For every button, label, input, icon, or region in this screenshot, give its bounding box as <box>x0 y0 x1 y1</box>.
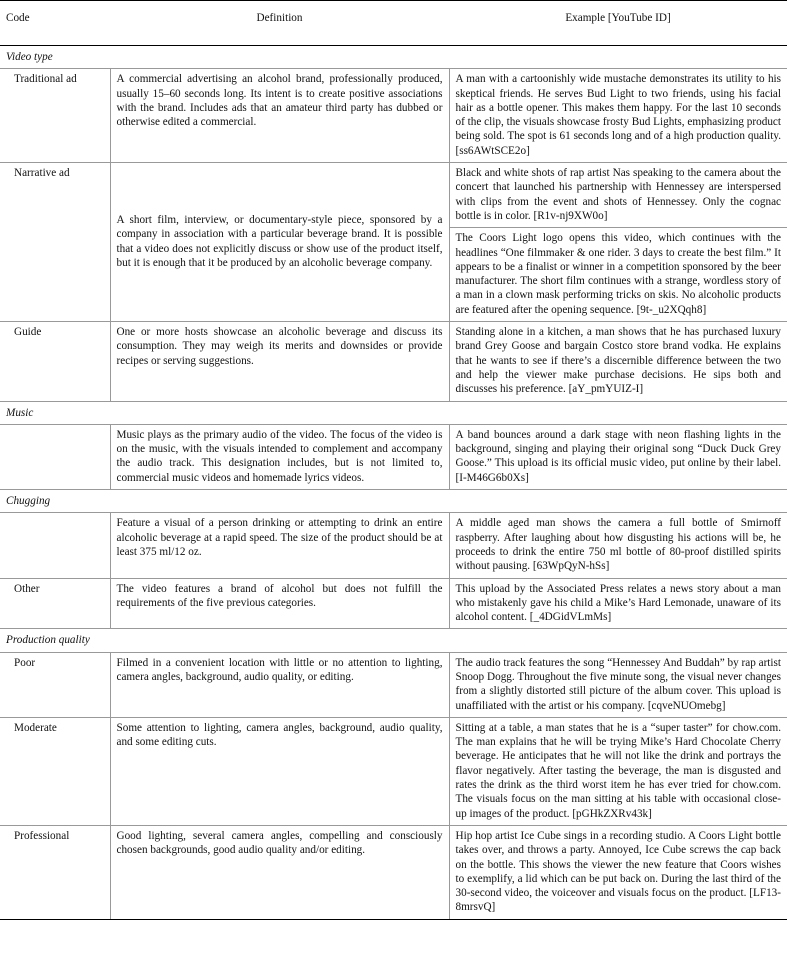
code-cell: Traditional ad <box>0 69 110 163</box>
table-row-narrative-ad <box>0 163 787 228</box>
code-cell: Narrative ad <box>0 163 110 322</box>
example-cell: A man with a cartoonishly wide mustache demonstrates its utility to his skeptical friends. He serves Bud Light to two friends, using his facial hair as a bottle opener. This makes them happy. For the last 10 seconds of the clip, the visuals showcase frosty Bud Lights, emphasizing product being sold. The spot is 61 seconds long and of a high production quality. [ss6AWtSCE2o] <box>449 69 787 163</box>
table-row-moderate <box>0 717 787 825</box>
section-title: Chugging <box>0 490 787 513</box>
table-row-poor <box>0 652 787 717</box>
section-video-type <box>0 46 787 69</box>
code-cell: Other <box>0 578 110 629</box>
definition-cell: Some attention to lighting, camera angles, background, audio quality, and some editing cuts. <box>110 717 449 825</box>
header-definition: Definition <box>110 1 449 46</box>
section-title: Video type <box>0 46 787 69</box>
example-cell: This upload by the Associated Press relates a news story about a man who mistakenly gave his child a Mike’s Hard Lemonade, unaware of its alcohol content. [_4DGidVLmMs] <box>449 578 787 629</box>
example-cell: A band bounces around a dark stage with neon flashing lights in the background, singing and playing their original song “Duck Duck Grey Goose.” This upload is its official music video, put online by their label. [I-M46G6b0Xs] <box>449 424 787 489</box>
example-cell: Sitting at a table, a man states that he is a “super taster” for chow.com. The man explains that he will be trying Mike’s Hard Chocolate Cherry beverage. He anticipates that he will not like the drink and portrays the flavor negatively. After tasting the beverage, the man is disgusted and rates the drink as the third worst item he has ever tried for chow.com. The visuals focus on the man sitting at his table with occasional close-up images of the product. [pGHkZXRv43k] <box>449 717 787 825</box>
header-code: Code <box>0 1 110 46</box>
definition-cell: The video features a brand of alcohol but does not fulfill the requirements of the five previous categories. <box>110 578 449 629</box>
definition-cell: Good lighting, several camera angles, compelling and consciously chosen backgrounds, good audio quality and/or editing. <box>110 825 449 919</box>
section-production-quality <box>0 629 787 652</box>
definition-cell: Feature a visual of a person drinking or attempting to drink an entire alcoholic beverage at a rapid speed. The size of the product should be at least 375 ml/12 oz. <box>110 513 449 578</box>
example-cell: Black and white shots of rap artist Nas speaking to the camera about the concert that launched his partnership with Hennessey are interspersed with clips from the event and shots of Hennessey. Only the cognac bottle is in color. [R1v-nj9XW0o] <box>449 163 787 228</box>
table-row-music <box>0 424 787 489</box>
example-cell: The audio track features the song “Hennessey And Buddah” by rap artist Snoop Dogg. Throughout the five minute song, the visual never changes from a slightly distorted still picture of the album cover. This upload is unaffiliated with the artist or his company. [cqveNUOmebg] <box>449 652 787 717</box>
table-row-other <box>0 578 787 629</box>
table-row-professional <box>0 825 787 919</box>
definition-cell: Filmed in a convenient location with little or no attention to lighting, camera angles, background, audio quality, or editing. <box>110 652 449 717</box>
definition-cell: A short film, interview, or documentary-style piece, sponsored by a company in association with a particular beverage brand. It is possible that a video does not explicitly discuss or show use of the product itself, but it is enough that it be produced by an alcoholic beverage company. <box>110 163 449 322</box>
section-title: Music <box>0 401 787 424</box>
table-row-chugging <box>0 513 787 578</box>
code-cell: Guide <box>0 322 110 401</box>
code-cell: Professional <box>0 825 110 919</box>
header-example: Example [YouTube ID] <box>449 1 787 46</box>
table-row-guide <box>0 322 787 401</box>
table-row-traditional-ad <box>0 69 787 163</box>
definition-cell: One or more hosts showcase an alcoholic beverage and discuss its consumption. They may weigh its merits and downsides or provide recipes or serving suggestions. <box>110 322 449 401</box>
example-cell: A middle aged man shows the camera a full bottle of Smirnoff raspberry. After laughing about how disgusting his actions will be, he proceeds to drink the entire 750 ml bottle of 80-proof distilled spirits without pausing. [63WpQyN-hSs] <box>449 513 787 578</box>
code-cell <box>0 513 110 578</box>
section-chugging <box>0 490 787 513</box>
definition-cell: Music plays as the primary audio of the video. The focus of the video is on the music, with the visuals intended to complement and accompany the audio track. This designation includes, but is not limited to, commercial music videos and homemade lyrics videos. <box>110 424 449 489</box>
definition-cell: A commercial advertising an alcohol brand, professionally produced, usually 15–60 seconds long. Its intent is to create positive associations with the brand. Includes ads that an amateur third party has dubbed or otherwise edited a commercial. <box>110 69 449 163</box>
code-cell <box>0 424 110 489</box>
header-row <box>0 1 787 46</box>
code-cell: Moderate <box>0 717 110 825</box>
section-music <box>0 401 787 424</box>
code-cell: Poor <box>0 652 110 717</box>
section-title: Production quality <box>0 629 787 652</box>
example-cell: Hip hop artist Ice Cube sings in a recording studio. A Coors Light bottle takes over, and throws a party. Annoyed, Ice Cube screws the cap back on the bottle. This shows the viewer the new feature that Coors wishes to exemplify, a lid which can be put back on. During the last third of the 30-second video, the voiceover and visuals focus on the product. [LF13-8mrsvQ] <box>449 825 787 919</box>
example-cell: Standing alone in a kitchen, a man shows that he has purchased luxury brand Grey Goose and bargain Costco store brand vodka. He explains that he wants to see if there’s a discernible difference between the two and help the viewer make purchase decisions. He sips both and discusses his preference. [aY_pmYUIZ-I] <box>449 322 787 401</box>
example-cell: The Coors Light logo opens this video, which continues with the headlines “One filmmaker & one rider. 3 days to create the best film.” It appears to be a finalist or winner in a competition sponsored by the beer manufacturer. The short film continues with a strange, wordless story of a man in a clown mask performing tricks on skis. No alcoholic products are featured after the opening sequence. [9t-_u2XQqh8] <box>449 228 787 322</box>
